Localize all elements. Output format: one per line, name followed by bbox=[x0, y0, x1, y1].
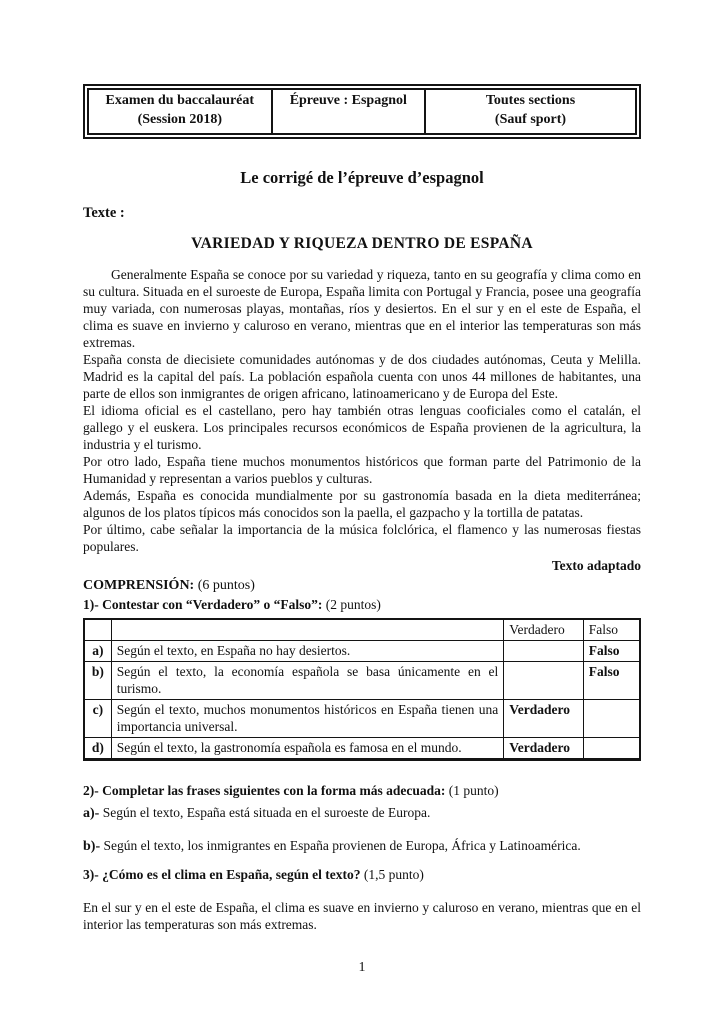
question-3-points: (1,5 punto) bbox=[363, 866, 424, 882]
header-empty-statement-cell bbox=[111, 619, 504, 641]
subject-name: Épreuve : Espagnol bbox=[289, 93, 407, 108]
row-statement: Según el texto, la economía española se basa únicamente en el turismo. bbox=[111, 661, 504, 699]
texte-label: Texte : bbox=[83, 204, 125, 221]
row-falso-cell: Falso bbox=[583, 640, 640, 661]
text-paragraph-1: Generalmente España se conoce por su variedad y riqueza, tanto en su geografía y clima como en su cultura. Situada en el suroeste de Europa, España limita con Portugal y Francia, posee una geografía muy variada, con numerosas playas, montañas, ríos y desiertos. En el sur y en el este de España, el clima es suave en invierno y caluroso en verano, mientras que en el interior las temperaturas son más extremas. bbox=[83, 266, 641, 350]
table-row-b bbox=[84, 661, 640, 699]
text-paragraph-2: España consta de diecisiete comunidades autónomas y de dos ciudades autónomas, Ceuta y Melilla. Madrid es la capital del país. La población española cuenta con unos 44 millones de habitantes, una parte de ellos son inmigrantes de origen africano, latinoamericano y de Europa del Este. bbox=[83, 351, 641, 401]
sections-name: Toutes sections bbox=[485, 93, 576, 108]
column-header-verdadero: Verdadero bbox=[504, 619, 584, 641]
column-header-falso: Falso bbox=[583, 619, 640, 641]
text-paragraph-5: Además, España es conocida mundialmente por su gastronomía basada en la dieta mediterránea; algunos de los platos típicos más conocidos son la paella, el gazpacho y la tortilla de patatas. bbox=[83, 487, 641, 520]
answer-3: En el sur y en el este de España, el clima es suave en invierno y caluroso en verano, mientras que en el interior las temperaturas son más extremas. bbox=[83, 899, 641, 932]
header-cell-subject bbox=[272, 89, 425, 134]
answer-2b bbox=[83, 837, 641, 856]
question-1-heading bbox=[83, 596, 641, 614]
text-paragraph-6: Por último, cabe señalar la importancia de la música folclórica, el flamenco y las numerosas fiestas populares. bbox=[83, 521, 641, 554]
text-paragraph-4: Por otro lado, España tiene muchos monumentos históricos que forman parte del Patrimonio de la Humanidad y representan a varios pueblos y culturas. bbox=[83, 453, 641, 486]
question-3-label: 3)- ¿Cómo es el clima en España, según el texto? bbox=[83, 866, 361, 882]
table-row-d bbox=[84, 737, 640, 759]
page-number: 1 bbox=[358, 959, 366, 975]
row-falso-cell: Falso bbox=[583, 661, 640, 699]
answer-2a bbox=[83, 804, 641, 823]
text-title: VARIEDAD Y RIQUEZA DENTRO DE ESPAÑA bbox=[191, 234, 533, 252]
row-letter: d) bbox=[84, 737, 111, 759]
header-cell-sections bbox=[425, 89, 636, 134]
row-falso-cell bbox=[583, 737, 640, 759]
true-false-table bbox=[83, 618, 641, 761]
row-letter: b) bbox=[84, 661, 111, 699]
exam-session: (Session 2018) bbox=[137, 111, 222, 127]
page-title: Le corrigé de l’épreuve d’espagnol bbox=[240, 167, 484, 187]
table-row-a bbox=[84, 640, 640, 661]
row-verdadero-cell: Verdadero bbox=[504, 737, 584, 759]
table-row-c bbox=[84, 699, 640, 737]
sections-exception: (Sauf sport) bbox=[494, 111, 567, 127]
question-2-heading bbox=[83, 782, 641, 800]
header-empty-letter-cell bbox=[84, 619, 111, 641]
comprehension-heading bbox=[83, 577, 641, 595]
question-2-label: 2)- Completar las frases siguientes con la forma más adecuada: bbox=[83, 782, 446, 798]
question-2-points: (1 punto) bbox=[448, 782, 499, 798]
header-cell-exam bbox=[88, 89, 272, 134]
answer-2a-text: Según el texto, España está situada en el suroeste de Europa. bbox=[102, 804, 431, 820]
exam-name: Examen du baccalauréat bbox=[105, 93, 255, 108]
question-1-points: (2 puntos) bbox=[325, 596, 381, 612]
row-statement: Según el texto, muchos monumentos históricos en España tienen una importancia universal. bbox=[111, 699, 504, 737]
exam-header-banner bbox=[83, 84, 641, 139]
comprehension-points: (6 puntos) bbox=[197, 577, 255, 593]
row-verdadero-cell bbox=[504, 640, 584, 661]
row-verdadero-cell: Verdadero bbox=[504, 699, 584, 737]
row-verdadero-cell bbox=[504, 661, 584, 699]
text-paragraph-3: El idioma oficial es el castellano, pero hay también otras lenguas cooficiales como el catalán, el gallego y el euskera. Los principales recursos económicos de España provienen de la agricultura, la industria y el turismo. bbox=[83, 402, 641, 452]
comprehension-label: COMPRENSIÓN: bbox=[83, 577, 195, 593]
answer-2a-letter: a)- bbox=[83, 805, 100, 821]
exam-header-table bbox=[87, 88, 637, 135]
answer-2b-letter: b)- bbox=[83, 838, 101, 854]
question-1-label: 1)- Contestar con “Verdadero” o “Falso”: bbox=[83, 596, 323, 612]
row-letter: c) bbox=[84, 699, 111, 737]
row-statement: Según el texto, la gastronomía española es famosa en el mundo. bbox=[111, 737, 504, 759]
source-note: Texto adaptado bbox=[551, 557, 641, 573]
table-header-row bbox=[84, 619, 640, 641]
row-letter: a) bbox=[84, 640, 111, 661]
answer-2b-text: Según el texto, los inmigrantes en España provienen de Europa, África y Latinoamérica. bbox=[103, 837, 581, 853]
reading-text bbox=[83, 266, 641, 555]
row-statement: Según el texto, en España no hay desiertos. bbox=[111, 640, 504, 661]
row-falso-cell bbox=[583, 699, 640, 737]
question-3-heading bbox=[83, 866, 641, 884]
